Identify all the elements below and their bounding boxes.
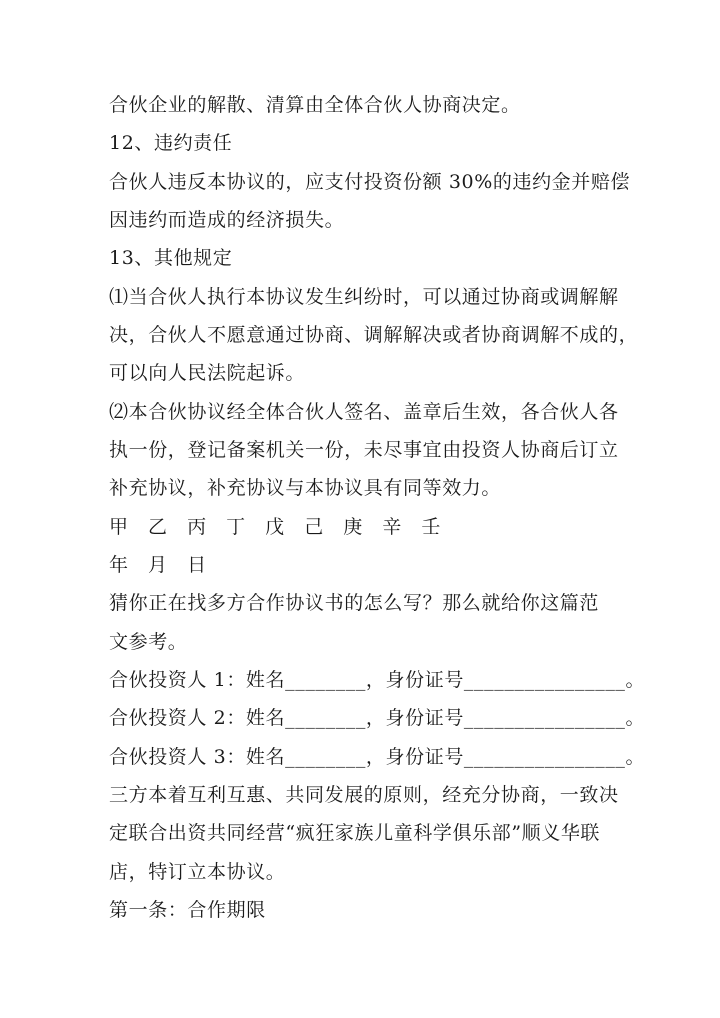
investor-line: 合伙投资人 2：姓名________，身份证号________________。 (109, 707, 646, 729)
text-line: 猜你正在找多方合作协议书的怎么写？那么就给你这篇范 (109, 592, 600, 614)
text-line: 店，特订立本协议。 (109, 861, 286, 883)
text-line: 因违约而造成的经济损失。 (109, 209, 345, 231)
text-line: 决，合伙人不愿意通过协商、调解解决或者协商调解不成的， (109, 324, 639, 346)
investor-line: 合伙投资人 1：姓名________，身份证号________________。 (109, 669, 646, 691)
date-line: 年 月 日 (109, 554, 214, 576)
article-heading: 第一条：合作期限 (109, 899, 266, 921)
text-line: ⑴当合伙人执行本协议发生纠纷时，可以通过协商或调解解 (109, 286, 619, 308)
text-line: 补充协议，补充协议与本协议具有同等效力。 (109, 477, 502, 499)
text-line: 可以向人民法院起诉。 (109, 362, 306, 384)
text-line: 执一份，登记备案机关一份，未尽事宜由投资人协商后订立 (109, 439, 619, 461)
text-line: 文参考。 (109, 631, 188, 653)
signatory-list: 甲 乙 丙 丁 戊 己 庚 辛 壬 (109, 516, 448, 538)
text-line: 定联合出资共同经营“疯狂家族儿童科学俱乐部”顺义华联 (109, 822, 601, 844)
section-heading: 13、其他规定 (109, 247, 233, 269)
investor-line: 合伙投资人 3：姓名________，身份证号________________。 (109, 746, 646, 768)
section-heading: 12、违约责任 (109, 132, 233, 154)
text-line: 合伙企业的解散、清算由全体合伙人协商决定。 (109, 94, 521, 116)
text-line: 合伙人违反本协议的，应支付投资份额 30%的违约金并赔偿 (109, 171, 631, 193)
text-line: 三方本着互利互惠、共同发展的原则，经充分协商，一致决 (109, 784, 619, 806)
text-line: ⑵本合伙协议经全体合伙人签名、盖章后生效，各合伙人各 (109, 401, 619, 423)
